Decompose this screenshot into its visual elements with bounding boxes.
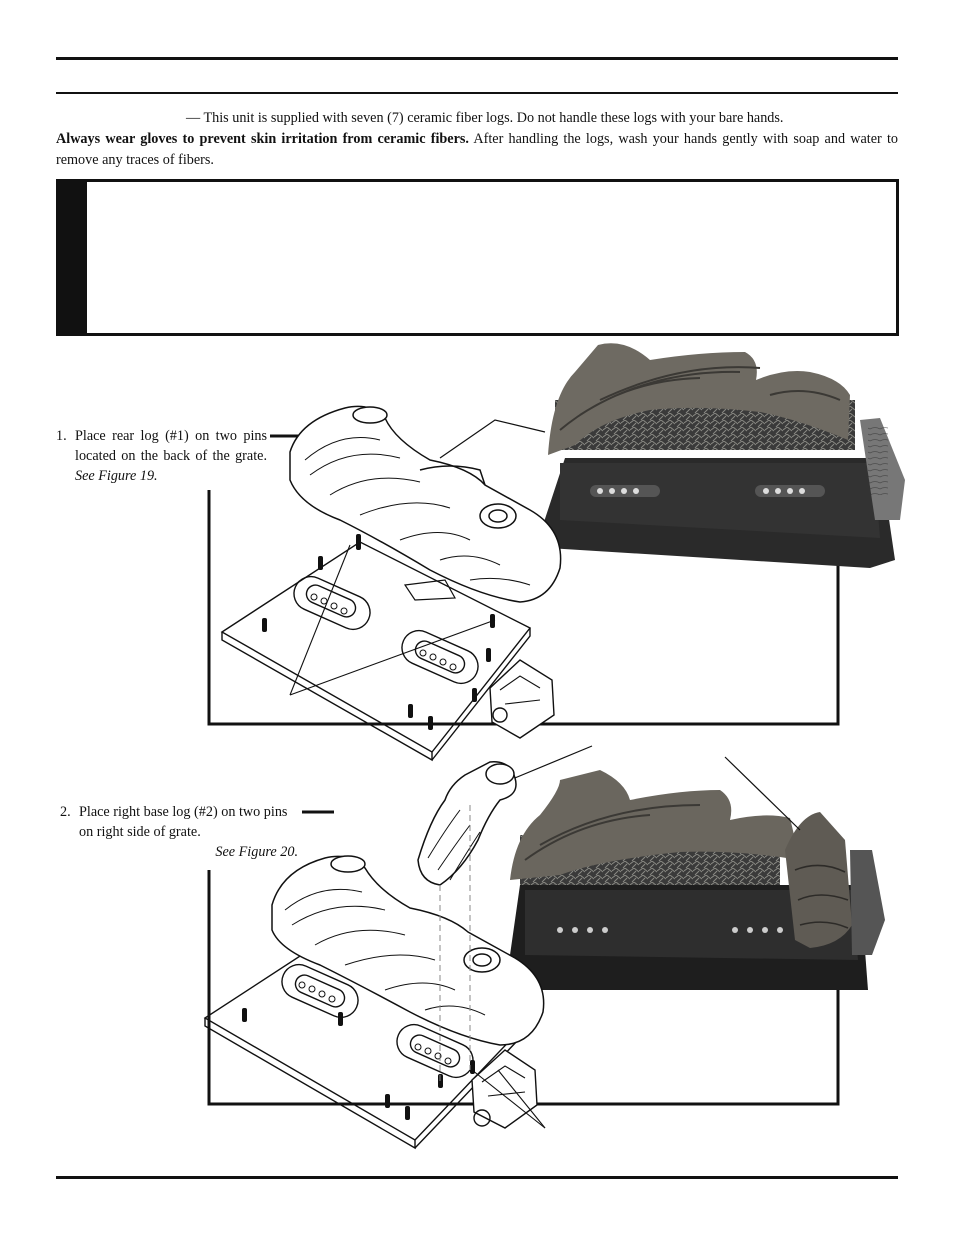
intro-warning-bold: Always wear gloves to prevent skin irritation from ceramic fibers.	[56, 131, 469, 147]
figure-19	[209, 343, 905, 760]
figure-20	[205, 746, 885, 1148]
fig20-photo	[505, 770, 885, 990]
fig19-photo	[542, 343, 905, 568]
fig20-right-base-log-drawing	[418, 762, 516, 885]
fig20-rear-log-drawing	[272, 856, 544, 1045]
step-1-number: 1.	[56, 428, 67, 444]
fig19-rear-log-drawing	[290, 406, 561, 602]
intro-lead: — This unit is supplied with seven (7) ceramic fiber logs. Do not handle these logs with your bare hands.	[186, 110, 784, 126]
step-2-figure-ref: See Figure 20.	[215, 844, 298, 860]
step-1-figure-ref: See Figure 19.	[75, 468, 158, 484]
intro-rest: After handling the logs, wash your hands gently with soap and water to remove any traces of fibers.	[56, 131, 899, 168]
step-2-text: Place right base log (#2) on two pins on right side of grate.	[79, 804, 288, 840]
step-1-text: Place rear log (#1) on two pins located on the back of the grate.	[75, 428, 267, 464]
step-2-number: 2.	[60, 804, 71, 820]
